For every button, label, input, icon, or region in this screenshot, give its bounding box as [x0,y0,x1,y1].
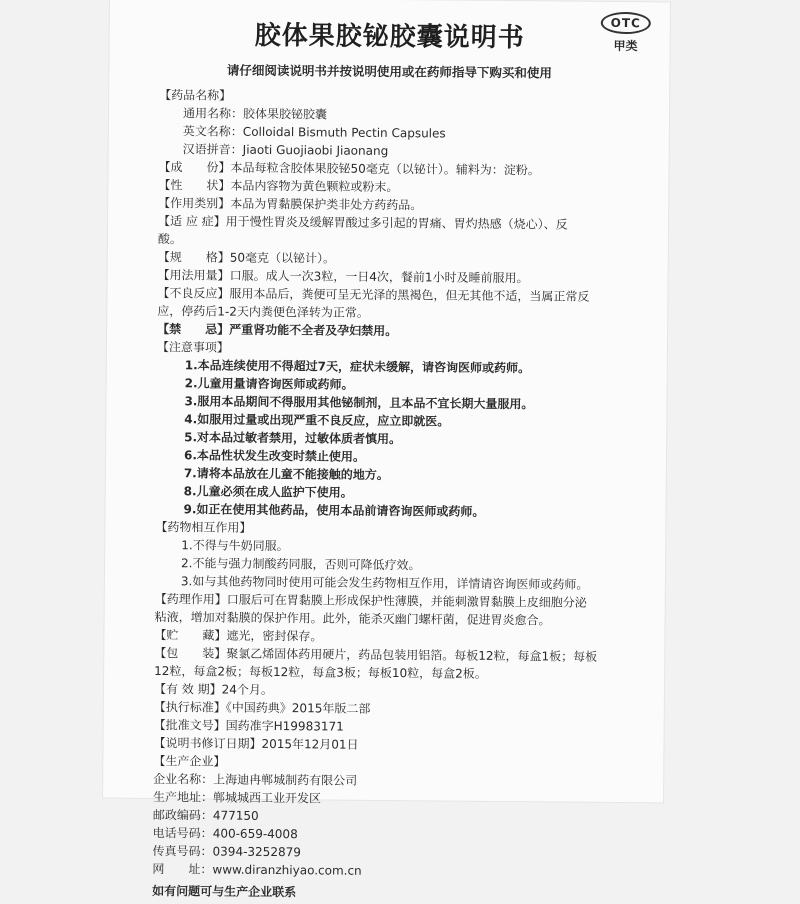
section-drug-name-header: 【药品名称】 [159,87,232,103]
standard-text: 《中国药典》2015年版二部 [225,700,371,716]
manufacturer-fax-label: 传真号码： [152,843,213,859]
otc-oval-label: OTC [601,12,651,34]
composition-label: 【成 份】 [158,159,231,175]
package-text: 聚氯乙烯固体药用硬片，药品包装用铝箔。每板12粒，每盒1板；每板 [226,646,598,664]
otc-badge [600,12,652,54]
manufacturer-name-value: 上海迪冉郸城制药有限公司 [213,772,358,788]
category-label: 【作用类别】 [158,195,231,211]
document-subtitle: 请仔细阅读说明书并按说明使用或在药师指导下购买和使用 [226,62,552,81]
manufacturer-postcode-value: 477150 [212,808,259,823]
validity-label: 【有 效 期】 [153,681,222,697]
interaction-item: 3.如与其他药物同时使用可能会发生药物相互作用，详情请咨询医师或药师。 [180,574,589,592]
contra-label: 【禁 忌】 [157,321,230,337]
precaution-item: 5.对本品过敏者禁用，过敏体质者慎用。 [184,430,402,447]
manufacturer-name-label: 企业名称： [153,771,214,787]
otc-class-label: 甲类 [613,38,638,54]
manufacturer-website [152,860,646,882]
revision-text: 2015年12月01日 [261,736,359,752]
manufacturer-address-value: 郸城城西工业开发区 [212,790,322,806]
manufacturer-fax-value: 0394-3252879 [212,844,301,860]
revision-label: 【说明书修订日期】 [153,735,262,751]
interaction-item: 1.不得与牛奶同服。 [181,538,289,554]
contact-footer: 如有问题可与生产企业联系 [152,883,297,900]
package-label: 【包 装】 [154,645,227,661]
precaution-item: 3.服用本品期间不得服用其他铋制剂，且本品不宜长期大量服用。 [184,394,534,412]
dosage-text: 口服。成人一次3粒，一日4次，餐前1小时及睡前服用。 [229,268,529,286]
adverse-label: 【不良反应】 [157,285,230,301]
standard-label: 【执行标准】 [153,699,226,715]
section-manufacturer-header: 【生产企业】 [153,753,226,769]
composition-text: 本品每粒含胶体果胶铋50毫克（以铋计）。辅料为：淀粉。 [230,160,540,178]
adverse-text: 服用本品后，粪便可呈无光泽的黑褐色，但无其他不适，当属正常反 [229,286,590,304]
category-text: 本品为胃黏膜保护类非处方药药品。 [230,196,423,213]
precaution-item: 8.儿童必须在成人监护下使用。 [183,484,353,500]
dosage-label: 【用法用量】 [157,267,230,283]
pharmacology-continued: 粘液，增加对黏膜的保护作用。此外，能杀灭幽门螺杆菌，促进胃炎愈合。 [154,609,551,628]
indications-text: 用于慢性胃炎及缓解胃酸过多引起的胃痛、胃灼热感（烧心）、反 [225,214,568,232]
storage-text: 遮光，密封保存。 [226,628,323,644]
pharmacology-label: 【药理作用】 [154,591,227,607]
manufacturer-website-value: www.diranzhiyao.com.cn [212,862,362,878]
document-title: 胶体果胶铋胶囊说明书 [254,20,525,54]
precaution-item: 7.请将本品放在儿童不能接触的地方。 [183,466,389,483]
leaflet-body [152,86,653,904]
appearance-text: 本品内容物为黄色颗粒或粉末。 [230,178,399,195]
approval-label: 【批准文号】 [153,717,226,733]
english-name: 英文名称：Colloidal Bismuth Pectin Capsules [182,124,446,141]
precaution-item: 6.本品性状发生改变时禁止使用。 [183,448,365,464]
validity-text: 24个月。 [221,682,273,698]
generic-name: 通用名称：胶体果胶铋胶囊 [182,106,328,122]
indications-continued: 酸。 [157,231,182,247]
storage-label: 【贮 藏】 [154,627,227,643]
precaution-item: 2.儿童用量请咨询医师或药师。 [184,376,354,392]
adverse-continued: 应，停药后1-2天内粪便色泽转为正常。 [157,303,369,320]
indications-label: 【适 应 症】 [158,213,226,229]
manufacturer-phone-value: 400-659-4008 [212,826,298,842]
spec-text: 50毫克（以铋计）。 [229,250,336,266]
interaction-item: 2.不能与强力制酸药同服，否则可降低疗效。 [181,556,421,573]
manufacturer-postcode-label: 邮政编码： [152,807,213,823]
appearance-label: 【性 状】 [158,177,231,193]
pinyin-name: 汉语拼音：Jiaoti Guojiaobi Jiaonang [182,142,389,158]
precaution-item: 4.如服用过量或出现严重不良反应，应立即就医。 [184,412,450,429]
section-interactions-header: 【药物相互作用】 [155,519,252,535]
manufacturer-website-label: 网 址： [152,861,213,877]
spec-label: 【规 格】 [157,249,230,265]
approval-text: 国药准字H19983171 [225,718,344,734]
leaflet-paper [103,0,670,900]
manufacturer-address-label: 生产地址： [152,789,214,805]
precaution-item: 9.如正在使用其他药品，使用本品前请咨询医师或药师。 [183,502,485,519]
contra-text: 严重肾功能不全者及孕妇禁用。 [229,322,398,339]
precaution-item: 1.本品连续使用不得超过7天，症状未缓解，请咨询医师或药师。 [184,358,531,376]
pharmacology-text: 口服后可在胃黏膜上形成保护性薄膜，并能刺激胃黏膜上皮细胞分泌 [226,592,587,610]
package-continued: 12粒，每盒2板；每板12粒，每盒3板；每板10粒，每盒2板。 [154,663,487,681]
section-precautions-header: 【注意事项】 [156,339,230,355]
manufacturer-phone-label: 电话号码： [152,825,213,841]
